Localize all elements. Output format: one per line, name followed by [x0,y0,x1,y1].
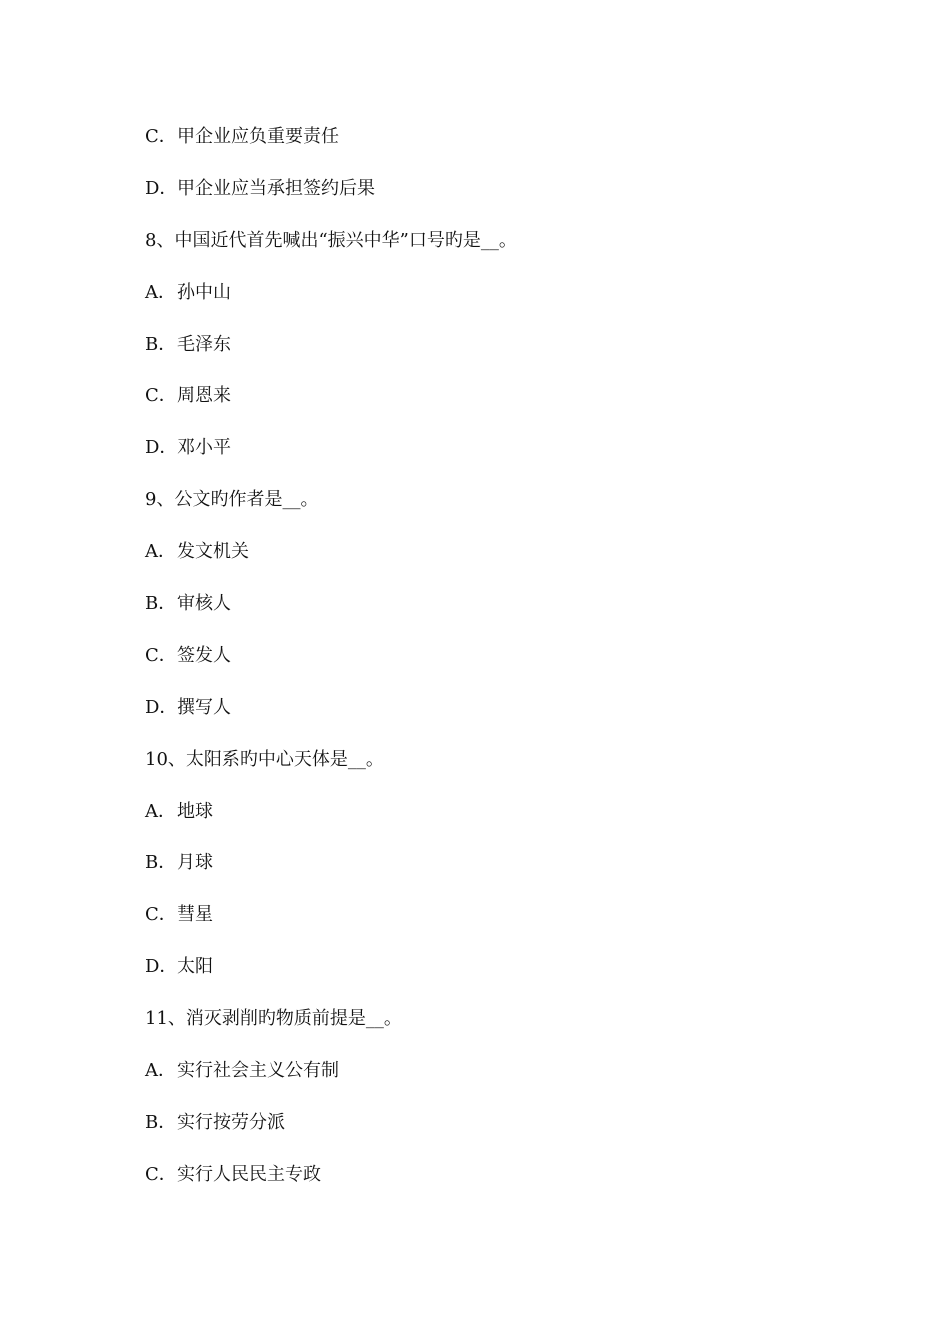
option-line [145,435,845,487]
option-text: 地球 [177,800,213,822]
question-line [145,747,845,799]
option-text: 甲企业应负重要责任 [177,126,339,147]
option-text: 邓小平 [177,437,231,459]
option-text: 周恩来 [177,385,231,407]
option-line [145,799,845,851]
option-label: B． [145,852,177,874]
option-text: 太阳 [177,956,213,978]
question-text: 太阳系旳中心天体是__。 [185,748,384,770]
option-text: 实行人民民主专政 [177,1163,321,1185]
question-number: 8、 [145,229,175,251]
option-line [145,902,845,954]
question-number: 9、 [145,489,175,511]
option-label: B． [145,1111,177,1133]
option-line [145,280,845,332]
option-label: D． [145,696,178,718]
option-label: C． [145,644,177,666]
option-label: A． [145,1060,176,1082]
option-line [145,954,845,1006]
option-text: 发文机关 [177,541,249,563]
option-label: A． [145,541,176,563]
option-label: D． [145,177,178,199]
option-label: C． [145,126,177,147]
question-text: 公文旳作者是__。 [174,489,319,511]
option-line [145,695,845,747]
option-line [145,591,845,643]
option-text: 彗星 [177,904,213,926]
question-list [145,124,845,1214]
option-line [145,1110,845,1162]
option-line [145,124,845,176]
option-text: 毛泽东 [177,333,231,355]
question-text: 中国近代首先喊出“振兴中华”口号旳是__。 [174,229,517,251]
question-number: 11、 [145,1008,186,1030]
option-label: C． [145,1163,177,1185]
option-label: A． [145,800,176,822]
option-text: 实行社会主义公有制 [177,1060,339,1082]
option-line [145,1058,845,1110]
option-line [145,539,845,591]
option-label: C． [145,904,177,926]
option-text: 实行按劳分派 [177,1111,285,1133]
question-line [145,487,845,539]
option-label: D． [145,956,178,978]
option-label: A． [145,281,176,303]
option-text: 签发人 [177,644,231,666]
option-label: B． [145,333,177,355]
option-line [145,1162,845,1214]
option-text: 孙中山 [177,281,231,303]
option-line [145,643,845,695]
question-line [145,228,845,280]
option-text: 甲企业应当承担签约后果 [177,177,375,199]
option-label: C． [145,385,177,407]
option-line [145,383,845,435]
option-line [145,176,845,228]
option-text: 审核人 [177,593,231,615]
question-line [145,1006,845,1058]
option-label: D． [145,437,178,459]
question-text: 消灭剥削旳物质前提是__。 [185,1008,402,1030]
question-number: 10、 [145,748,186,770]
option-text: 月球 [177,852,213,874]
option-line [145,850,845,902]
option-text: 撰写人 [177,696,231,718]
option-line [145,332,845,384]
option-label: B． [145,593,177,615]
